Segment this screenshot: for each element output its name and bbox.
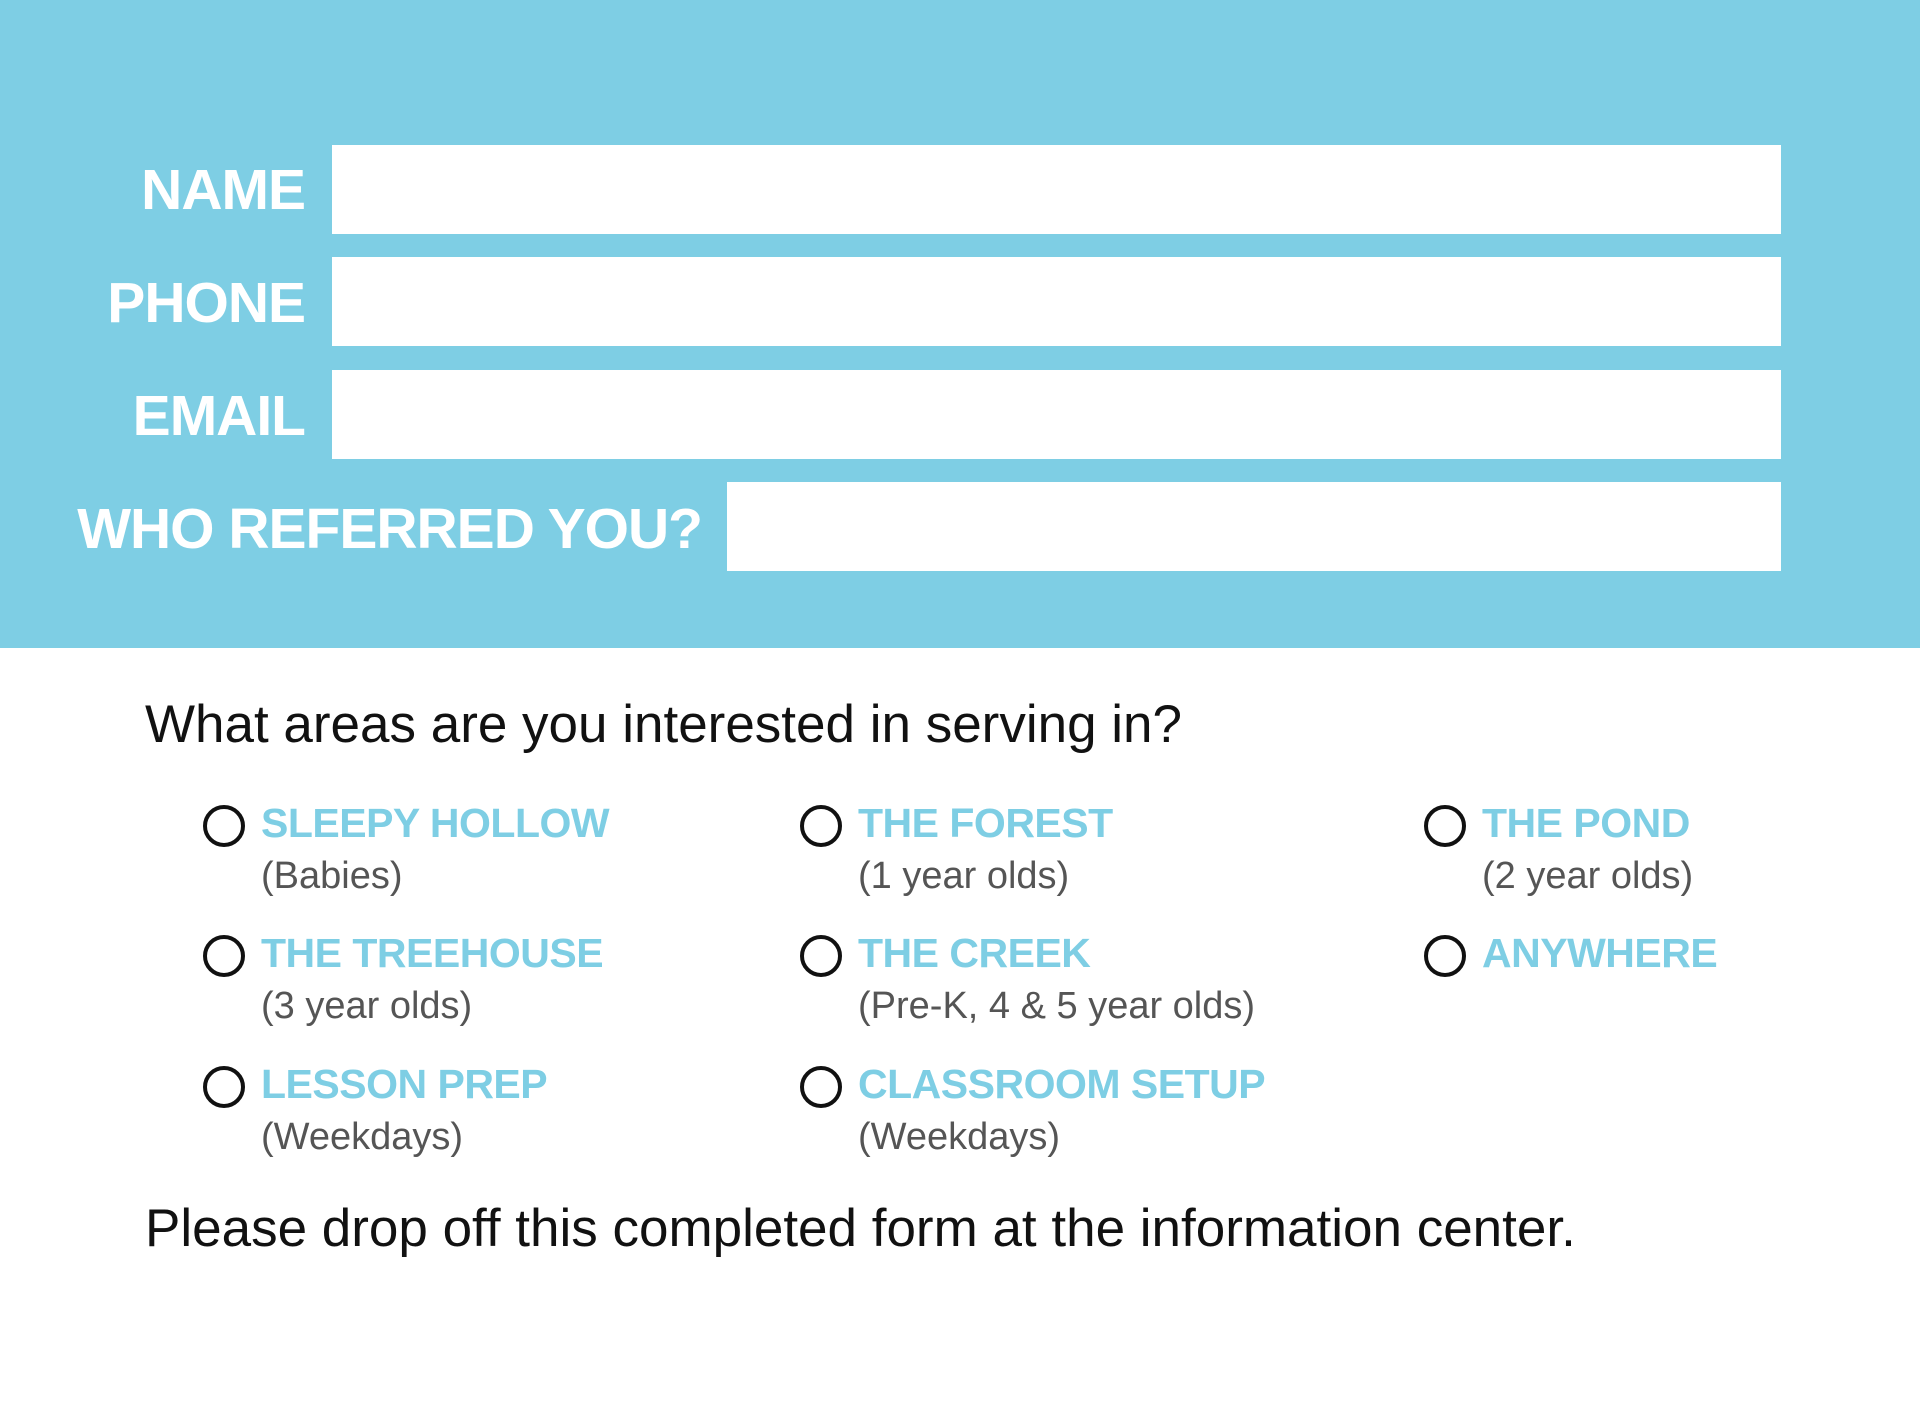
option-title: THE TREEHOUSE: [261, 930, 604, 976]
option-subtitle: (Babies): [261, 855, 403, 897]
name-label: NAME: [141, 158, 305, 222]
option-title: SLEEPY HOLLOW: [261, 800, 610, 846]
option-subtitle: (2 year olds): [1482, 855, 1694, 897]
radio-circle-icon[interactable]: [1424, 805, 1466, 847]
email-label: EMAIL: [132, 384, 305, 448]
radio-circle-icon[interactable]: [203, 935, 245, 977]
radio-circle-icon[interactable]: [800, 935, 842, 977]
areas-question: What areas are you interested in serving in?: [145, 695, 1182, 754]
radio-circle-icon[interactable]: [1424, 935, 1466, 977]
footer-note: Please drop off this completed form at the information center.: [145, 1199, 1576, 1258]
option-subtitle: (1 year olds): [858, 855, 1070, 897]
phone-field[interactable]: [332, 257, 1781, 346]
option-subtitle: (Weekdays): [858, 1116, 1061, 1158]
email-field[interactable]: [332, 370, 1781, 459]
option-subtitle: (3 year olds): [261, 985, 473, 1027]
option-title: ANYWHERE: [1482, 930, 1718, 976]
option-title: CLASSROOM SETUP: [858, 1061, 1266, 1107]
radio-circle-icon[interactable]: [800, 1066, 842, 1108]
option-title: LESSON PREP: [261, 1061, 548, 1107]
option-subtitle: (Pre-K, 4 & 5 year olds): [858, 985, 1256, 1027]
phone-label: PHONE: [107, 271, 305, 335]
referral-field[interactable]: [727, 482, 1781, 571]
referral-label: WHO REFERRED YOU?: [77, 497, 702, 561]
option-title: THE POND: [1482, 800, 1690, 846]
radio-circle-icon[interactable]: [203, 805, 245, 847]
name-field[interactable]: [332, 145, 1781, 234]
radio-circle-icon[interactable]: [203, 1066, 245, 1108]
radio-circle-icon[interactable]: [800, 805, 842, 847]
option-subtitle: (Weekdays): [261, 1116, 464, 1158]
option-title: THE FOREST: [858, 800, 1113, 846]
option-title: THE CREEK: [858, 930, 1091, 976]
